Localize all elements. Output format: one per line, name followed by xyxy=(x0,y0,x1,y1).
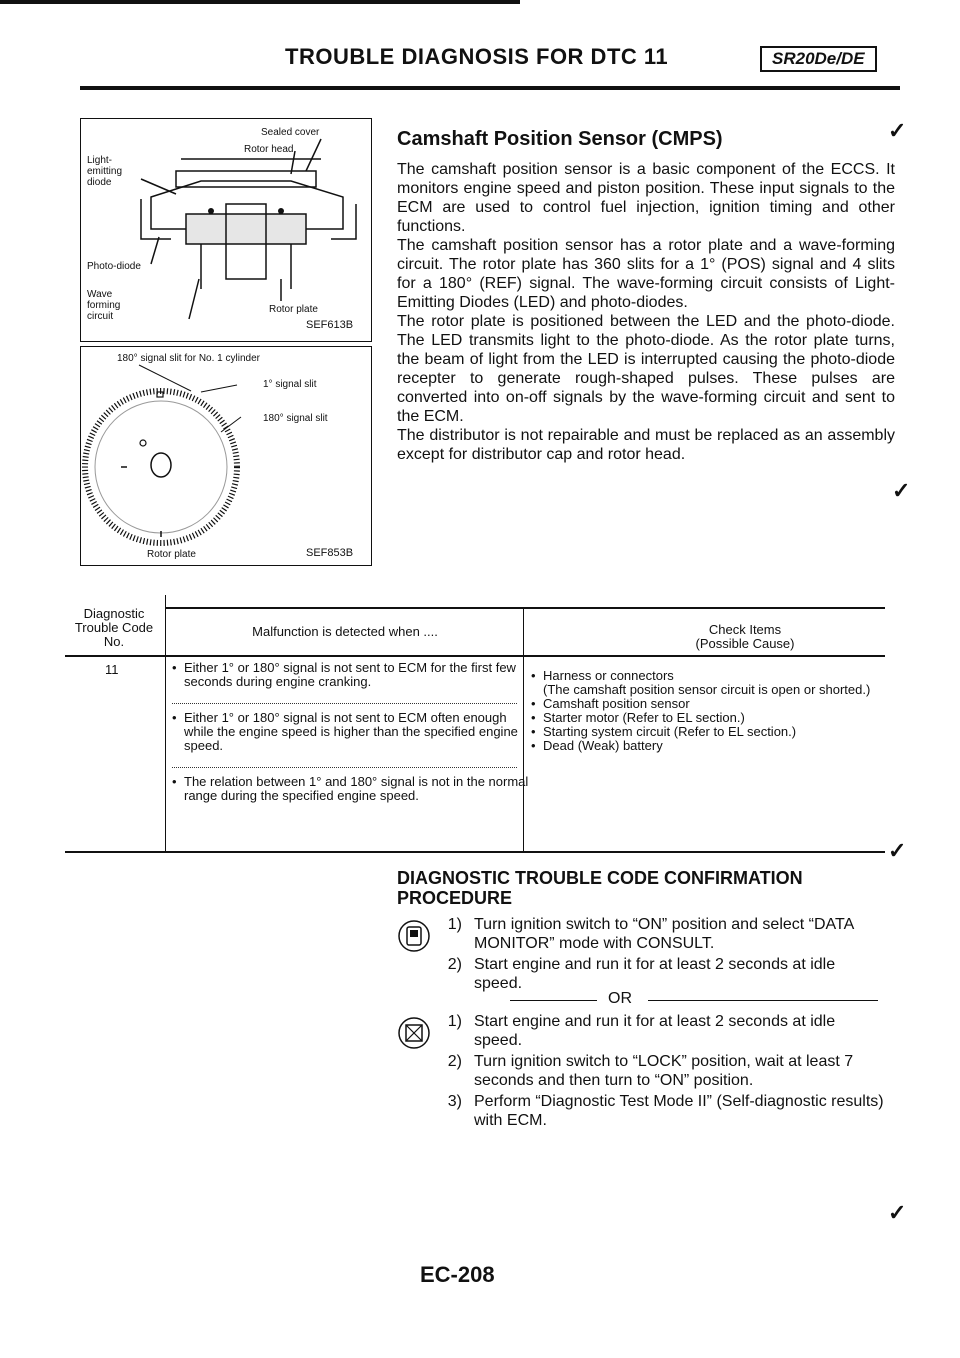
or-rule-right xyxy=(648,1000,878,1001)
malfunction-item: • The relation between 1° and 180° signal is not in the normal range during the specified engine speed. xyxy=(172,774,529,803)
step-text: Start engine and run it for at least 2 seconds at idle speed. xyxy=(474,956,836,992)
check-item: • Dead (Weak) battery xyxy=(531,738,663,753)
header-malfunction: Malfunction is detected when .... xyxy=(252,624,438,639)
table-col-divider xyxy=(165,595,166,851)
step-text: Perform “Diagnostic Test Mode II” (Self-diagnostic results) with ECM. xyxy=(474,1093,884,1129)
step-text: Turn ignition switch to “ON” position and select “DATA MONITOR” mode with CONSULT. xyxy=(474,916,854,952)
figure-code: SEF613B xyxy=(306,319,354,331)
top-edge-rule xyxy=(0,0,520,4)
step-number: 3) xyxy=(447,1093,462,1110)
step-number: 2) xyxy=(447,956,462,973)
procedure-heading xyxy=(397,868,803,908)
label-sealed-cover: Sealed cover xyxy=(261,127,320,138)
malfunction-text: The relation between 1° and 180° signal is not in the normal range during the specified engine speed. xyxy=(184,774,529,803)
figure-code-2: SEF853B xyxy=(306,547,354,559)
table-top-rule xyxy=(165,607,885,609)
label-rotor-plate: Rotor plate xyxy=(269,304,318,315)
step-number: 1) xyxy=(447,916,462,933)
table-bottom-rule xyxy=(65,851,885,853)
label-rotor-head: Rotor head xyxy=(244,144,294,155)
step-number: 1) xyxy=(447,1013,462,1030)
header-check-items: Check Items (Possible Cause) xyxy=(695,622,795,651)
page-number: EC-208 xyxy=(420,1262,495,1287)
dotted-separator xyxy=(172,703,517,704)
cmps-paragraph: The camshaft position sensor is a basic component of the ECCS. It monitors engine speed and piston position. These input signals to the ECM are used to control fuel injection, ignition timing and other functions. xyxy=(397,161,895,235)
cmps-heading: Camshaft Position Sensor (CMPS) xyxy=(397,128,723,150)
dtc-code: 11 xyxy=(105,662,119,677)
label-rotor-plate-2: Rotor plate xyxy=(147,549,196,560)
check-item: • Starter motor (Refer to EL section.) xyxy=(531,710,745,725)
check-item: • Starting system circuit (Refer to EL section.) xyxy=(531,724,797,739)
label-180-slit-cylinder-1: 180° signal slit for No. 1 cylinder xyxy=(117,353,260,364)
dotted-separator xyxy=(172,767,517,768)
cmps-paragraph: The distributor is not repairable and must be replaced as an assembly except for distributor cap and rotor head. xyxy=(397,427,895,463)
consult-steps xyxy=(438,915,898,995)
figure-sensor-cross-section xyxy=(80,118,372,342)
page-title: TROUBLE DIAGNOSIS FOR DTC 11 xyxy=(285,44,669,69)
procedure-heading-line: DIAGNOSTIC TROUBLE CODE CONFIRMATION xyxy=(397,868,803,888)
check-item-note xyxy=(531,683,881,697)
check-mark: ✓ xyxy=(888,1200,907,1225)
or-rule-left xyxy=(510,1000,597,1001)
label-1-degree-slit: 1° signal slit xyxy=(263,379,317,390)
cmps-paragraph: The rotor plate is positioned between the LED and the photo-diode. The LED transmits light to the photo-diode. As the rotor plate turns, the beam of light from the LED is interrupted causing the photo-diode recepter to generate rough-shaped pulses. These pulses are converted into on-off signals by the wave-forming circuit and sent to the ECM. xyxy=(397,313,895,425)
check-items-list xyxy=(531,669,881,753)
check-item: • Harness or connectors xyxy=(531,668,674,683)
malfunction-text: Either 1° or 180° signal is not sent to ECM for the first few seconds during engine cranking. xyxy=(184,660,516,689)
malfunction-text: Either 1° or 180° signal is not sent to ECM often enough while the engine speed is higher than the specified engine speed. xyxy=(184,710,518,753)
consult-icon xyxy=(396,918,432,954)
check-item-text: (The camshaft position sensor circuit is open or shorted.) xyxy=(543,682,871,697)
model-badge: SR20De/DE xyxy=(760,46,877,72)
procedure-heading-line: PROCEDURE xyxy=(397,888,513,908)
step-text: Start engine and run it for at least 2 seconds at idle speed. xyxy=(474,1013,836,1049)
or-separator: OR xyxy=(608,990,632,1007)
label-photo-diode: Photo-diode xyxy=(87,261,141,272)
check-mark: ✓ xyxy=(892,478,911,503)
figure-rotor-plate xyxy=(80,346,372,566)
step-text: Turn ignition switch to “LOCK” position, wait at least 7 seconds and then turn to “ON” position. xyxy=(474,1053,854,1089)
step-number: 2) xyxy=(447,1053,462,1070)
label-180-degree-slit: 180° signal slit xyxy=(263,413,328,424)
check-item-text: Starter motor (Refer to EL section.) xyxy=(543,710,745,725)
header-dtc-no: Diagnostic Trouble Code No. xyxy=(74,606,154,649)
table-header-rule xyxy=(65,655,885,657)
ecm-steps xyxy=(438,1012,898,1132)
malfunction-item: • Either 1° or 180° signal is not sent to ECM for the first few seconds during engine cranking. xyxy=(172,660,516,689)
check-item-text: Starting system circuit (Refer to EL section.) xyxy=(543,724,797,739)
dtc-table xyxy=(65,595,885,853)
rotor-plate-drawing xyxy=(81,347,371,565)
malfunction-item: • Either 1° or 180° signal is not sent to ECM often enough while the engine speed is higher than the specified engine speed. xyxy=(172,710,518,753)
page-header xyxy=(80,44,900,94)
label-wave-forming-circuit: Wave forming circuit xyxy=(87,289,121,322)
cmps-paragraph: The camshaft position sensor has a rotor plate and a wave-forming circuit. The rotor plate has 360 slits for a 1° (POS) signal and 4 slits for a 180° (REF) signal. The wave-forming circuit consists of Light-Emitting Diodes (LED) and photo-diodes. xyxy=(397,237,895,311)
cmps-description xyxy=(397,160,895,464)
check-item-text: Harness or connectors xyxy=(543,668,674,683)
check-mark: ✓ xyxy=(888,838,907,863)
check-item-text: Camshaft position sensor xyxy=(543,696,690,711)
ecm-icon xyxy=(396,1015,432,1051)
check-item: • Camshaft position sensor xyxy=(531,696,690,711)
check-item-text: Dead (Weak) battery xyxy=(543,738,663,753)
label-light-emitting-diode: Light-emitting diode xyxy=(87,155,123,188)
check-mark: ✓ xyxy=(888,118,907,143)
header-rule xyxy=(80,86,900,90)
